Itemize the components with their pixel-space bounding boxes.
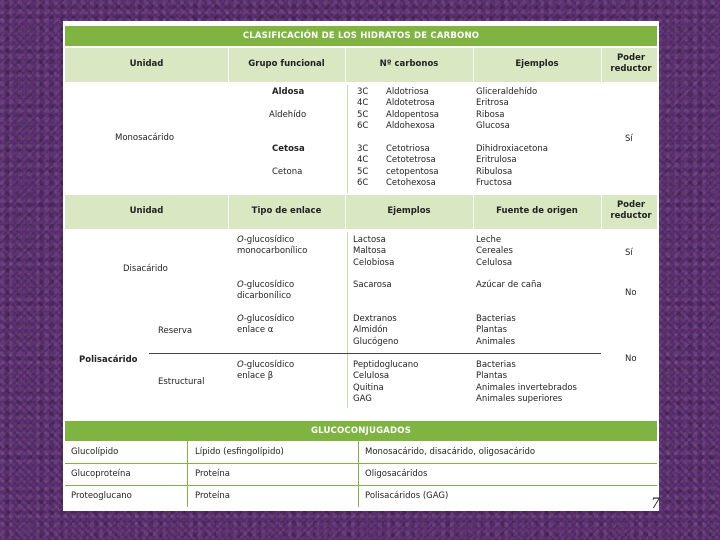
header2-tipo-enlace: Tipo de enlace [251, 206, 322, 216]
aldo-carbons: 3C 4C 5C 6C [357, 87, 369, 132]
aldosa-label: Aldosa [272, 87, 305, 97]
polisacarido-label: Polisacárido [79, 355, 138, 365]
cetona-label: Cetona [272, 167, 303, 177]
header-unidad: Unidad [129, 59, 164, 69]
table1-title: CLASIFICACIÓN DE LOS HIDRATOS DE CARBONO [242, 31, 480, 41]
glucoconjugado-row-name: Glucolípido [71, 447, 119, 457]
aldo-examples: Gliceraldehído Eritrosa Ribosa Glucosa [476, 87, 538, 132]
disacarido-ejemplos-1: Lactosa Maltosa Celobiosa [353, 235, 395, 268]
estructural-ejemplos: Peptidoglucano Celulosa Quitina GAG [353, 360, 419, 405]
estructural-fuente: Bacterias Plantas Animales invertebrados Animales superiores [476, 360, 577, 405]
disacarido-enlace-1: O-glucosídico monocarbonílico [237, 235, 308, 257]
header-grupo-funcional: Grupo funcional [248, 59, 325, 69]
table1-header-1 [65, 48, 657, 82]
estructural-enlace: O-glucosídico enlace β [237, 360, 295, 382]
monosacarido-label: Monosacárido [115, 133, 175, 143]
slide-sheet [63, 21, 659, 511]
table2-title-bar [65, 421, 657, 441]
monosacarido-reductor: Sí [625, 134, 633, 144]
disacarido-fuente-1: Leche Cereales Celulosa [476, 235, 513, 268]
glucoconjugado-row-name: Glucoproteína [71, 469, 131, 479]
table1-title-bar [65, 26, 657, 46]
disacarido-label: Disacárido [123, 264, 168, 274]
estructural-label: Estructural [158, 377, 205, 387]
reserva-ejemplos: Dextranos Almidón Glucógeno [353, 314, 399, 347]
glucoconjugado-row-name: Proteoglucano [71, 491, 132, 501]
reserva-label: Reserva [158, 326, 193, 336]
ceto-carbons: 3C 4C 5C 6C [357, 144, 369, 189]
header-ejemplos: Ejemplos [515, 59, 559, 69]
glucoconjugado-row-parte: Proteína [195, 491, 231, 501]
header2-fuente-origen: Fuente de origen [496, 206, 578, 216]
polisacarido-reductor: No [625, 354, 637, 364]
aldehido-label: Aldehído [269, 110, 307, 120]
ceto-names: Cetotriosa Cetotetrosa cetopentosa Cetohexosa [386, 144, 439, 189]
disacarido-reductor-2: No [625, 288, 637, 298]
glucoconjugado-row-parte: Lípido (esfingolípido) [195, 447, 284, 457]
disacarido-reductor-1: Sí [625, 248, 633, 258]
page-number: 7 [651, 496, 660, 512]
cetosa-label: Cetosa [272, 144, 305, 154]
header-num-carbonos: Nº carbonos [379, 59, 439, 69]
header2-ejemplos: Ejemplos [387, 206, 431, 216]
disacarido-fuente-2: Azúcar de caña [476, 280, 542, 290]
disacarido-enlace-2: O-glucosídico dicarbonílico [237, 280, 295, 302]
table2-title: GLUCOCONJUGADOS [310, 426, 412, 436]
glucoconjugado-row-glucido: Monosacárido, disacárido, oligosacárido [365, 447, 536, 457]
header-poder-reductor: Poder reductor [610, 53, 652, 75]
reserva-fuente: Bacterias Plantas Animales [476, 314, 516, 347]
glucoconjugado-row-parte: Proteína [195, 469, 231, 479]
table1-header-2 [65, 195, 657, 229]
header2-poder-reductor: Poder reductor [610, 200, 652, 222]
glucoconjugado-row-glucido: Polisacáridos (GAG) [365, 491, 449, 501]
reserva-enlace: O-glucosídico enlace α [237, 314, 295, 336]
disacarido-ejemplos-2: Sacarosa [353, 280, 392, 290]
table2-body [65, 441, 657, 507]
aldo-names: Aldotriosa Aldotetrosa Aldopentosa Aldohexosa [386, 87, 439, 132]
header2-unidad: Unidad [129, 206, 164, 216]
ceto-examples: Dihidroxiacetona Eritrulosa Ribulosa Fructosa [476, 144, 548, 189]
glucoconjugado-row-glucido: Oligosacáridos [365, 469, 428, 479]
